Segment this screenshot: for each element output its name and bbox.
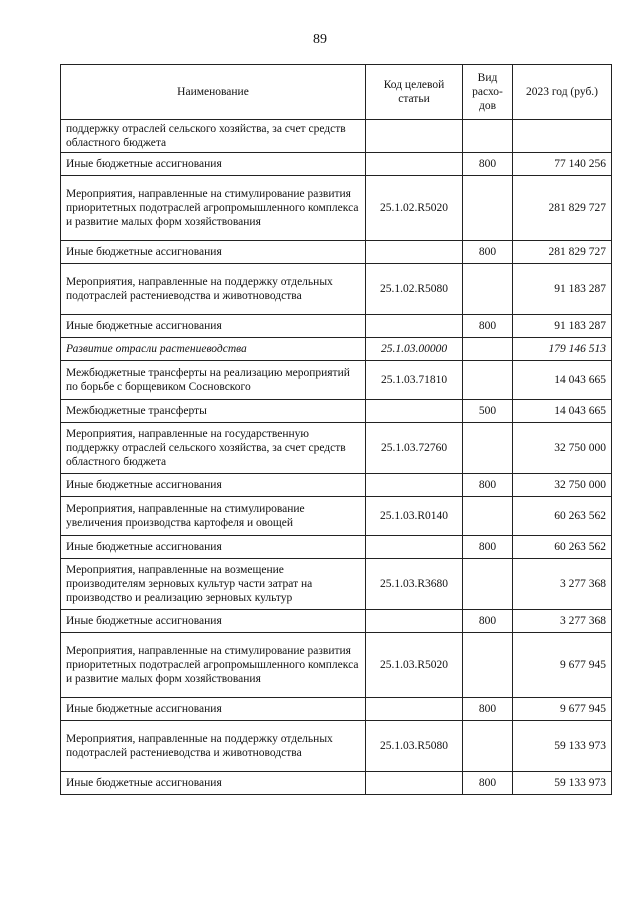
table-row [61,610,612,633]
row-expense-type [463,423,513,474]
row-code [366,120,463,153]
table-body [61,120,612,795]
row-expense-type: 800 [463,474,513,497]
row-code: 25.1.03.R5020 [366,633,463,698]
row-code: 25.1.02.R5080 [366,264,463,315]
row-amount: 281 829 727 [513,241,612,264]
table-row [61,153,612,176]
table-row [61,698,612,721]
row-expense-type [463,120,513,153]
row-expense-type [463,633,513,698]
row-name: Иные бюджетные ассигнования [61,474,366,497]
table-row [61,176,612,241]
row-amount: 3 277 368 [513,610,612,633]
row-expense-type: 500 [463,400,513,423]
row-name: Иные бюджетные ассигнования [61,610,366,633]
row-expense-type [463,361,513,400]
row-expense-type: 800 [463,610,513,633]
row-name: Иные бюджетные ассигнования [61,698,366,721]
row-amount: 60 263 562 [513,536,612,559]
row-code [366,400,463,423]
row-expense-type [463,721,513,772]
row-code [366,474,463,497]
row-name: Иные бюджетные ассигнования [61,241,366,264]
row-amount: 3 277 368 [513,559,612,610]
row-code: 25.1.03.R5080 [366,721,463,772]
row-code [366,610,463,633]
table-row [61,120,612,153]
row-name: Иные бюджетные ассигнования [61,315,366,338]
table-row [61,423,612,474]
budget-table [60,64,612,795]
row-code: 25.1.03.R0140 [366,497,463,536]
row-name: Мероприятия, направленные на поддержку отдельных подотраслей растениеводства и животноводства [61,721,366,772]
table-row [61,474,612,497]
row-name: поддержку отраслей сельского хозяйства, за счет средств областного бюджета [61,120,366,153]
table-row [61,361,612,400]
row-code [366,772,463,795]
row-name: Иные бюджетные ассигнования [61,153,366,176]
row-code: 25.1.03.72760 [366,423,463,474]
table-row [61,264,612,315]
row-code [366,698,463,721]
header-name: Наименование [61,65,366,120]
row-code: 25.1.03.71810 [366,361,463,400]
row-name: Развитие отрасли растениеводства [61,338,366,361]
table-row [61,400,612,423]
table-row [61,497,612,536]
row-amount: 77 140 256 [513,153,612,176]
table-row [61,559,612,610]
row-expense-type: 800 [463,536,513,559]
row-name: Иные бюджетные ассигнования [61,772,366,795]
table-header [61,65,612,120]
table-row [61,772,612,795]
row-name: Мероприятия, направленные на стимулирование развития приоритетных подотраслей агропромышленного комплекса и развитие малых форм хозяйствования [61,633,366,698]
row-amount: 281 829 727 [513,176,612,241]
row-code [366,241,463,264]
row-amount: 60 263 562 [513,497,612,536]
row-amount [513,120,612,153]
row-name: Мероприятия, направленные на стимулирование увеличения производства картофеля и овощей [61,497,366,536]
row-amount: 9 677 945 [513,698,612,721]
row-amount: 9 677 945 [513,633,612,698]
row-amount: 32 750 000 [513,474,612,497]
row-name: Межбюджетные трансферты на реализацию мероприятий по борьбе с борщевиком Сосновского [61,361,366,400]
header-row [61,65,612,120]
table-row [61,721,612,772]
row-amount: 91 183 287 [513,264,612,315]
page-number: 89 [313,32,327,47]
header-code: Код целевой статьи [366,65,463,120]
row-amount: 14 043 665 [513,361,612,400]
row-expense-type [463,497,513,536]
row-amount: 91 183 287 [513,315,612,338]
row-expense-type: 800 [463,315,513,338]
row-name: Иные бюджетные ассигнования [61,536,366,559]
row-name: Мероприятия, направленные на государственную поддержку отраслей сельского хозяйства, за счет средств областного бюджета [61,423,366,474]
table-row [61,536,612,559]
table-row-subprogram [61,338,612,361]
row-expense-type: 800 [463,698,513,721]
row-amount: 179 146 513 [513,338,612,361]
row-amount: 14 043 665 [513,400,612,423]
row-name: Мероприятия, направленные на поддержку отдельных подотраслей растениеводства и животноводства [61,264,366,315]
row-name: Межбюджетные трансферты [61,400,366,423]
row-code: 25.1.03.R3680 [366,559,463,610]
table-row [61,241,612,264]
row-name: Мероприятия, направленные на возмещение производителям зерновых культур части затрат на производство и реализацию зерновых культур [61,559,366,610]
row-amount: 59 133 973 [513,772,612,795]
table-row [61,633,612,698]
row-code [366,536,463,559]
row-code [366,153,463,176]
row-expense-type [463,559,513,610]
row-expense-type [463,338,513,361]
table-row [61,315,612,338]
row-expense-type: 800 [463,153,513,176]
row-expense-type [463,264,513,315]
row-code: 25.1.02.R5020 [366,176,463,241]
row-amount: 59 133 973 [513,721,612,772]
row-name: Мероприятия, направленные на стимулирование развития приоритетных подотраслей агропромышленного комплекса и развитие малых форм хозяйствования [61,176,366,241]
row-code [366,315,463,338]
row-expense-type: 800 [463,241,513,264]
header-amount: 2023 год (руб.) [513,65,612,120]
row-amount: 32 750 000 [513,423,612,474]
row-code: 25.1.03.00000 [366,338,463,361]
header-type: Вид расхо-дов [463,65,513,120]
row-expense-type: 800 [463,772,513,795]
row-expense-type [463,176,513,241]
